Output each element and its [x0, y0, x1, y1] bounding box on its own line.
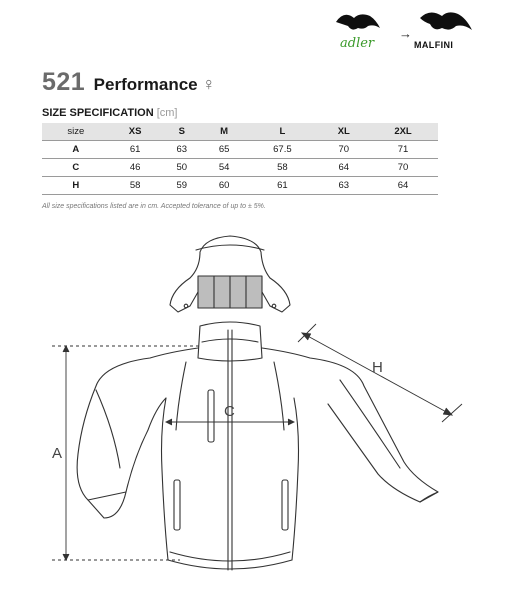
table-header-cell: L [245, 123, 319, 141]
table-header-row [42, 123, 438, 141]
table-header-cell: size [42, 123, 110, 141]
hood-illustration [170, 236, 290, 312]
table-cell: 64 [368, 177, 438, 195]
table-cell: 60 [203, 177, 245, 195]
row-label: H [42, 177, 110, 195]
row-label: A [42, 141, 110, 159]
spec-title: SIZE SPECIFICATION [42, 107, 154, 119]
table-row [42, 177, 438, 195]
table-cell: 61 [245, 177, 319, 195]
table-header-cell: S [161, 123, 203, 141]
table-cell: 63 [161, 141, 203, 159]
table-cell: 46 [110, 159, 161, 177]
arrow-icon: → [399, 26, 412, 41]
malfini-logo-text: MALFINI [414, 40, 454, 50]
spec-heading [42, 107, 177, 119]
table-header-cell: XL [319, 123, 368, 141]
table-cell: 70 [319, 141, 368, 159]
product-number: 521 [42, 68, 86, 96]
table-cell: 65 [203, 141, 245, 159]
table-cell: 63 [319, 177, 368, 195]
brand-logos [330, 6, 510, 54]
dimension-label-h: H [372, 359, 383, 376]
table-cell: 58 [245, 159, 319, 177]
table-cell: 50 [161, 159, 203, 177]
tolerance-note: All size specifications listed are in cm. Accepted tolerance of up to ± 5%. [42, 203, 266, 210]
table-cell: 64 [319, 159, 368, 177]
table-header-cell: 2XL [368, 123, 438, 141]
table-cell: 54 [203, 159, 245, 177]
table-header-cell: M [203, 123, 245, 141]
table-cell: 70 [368, 159, 438, 177]
table-cell: 67.5 [245, 141, 319, 159]
table-cell: 59 [161, 177, 203, 195]
female-symbol-icon: ♀ [202, 74, 216, 94]
table-row [42, 141, 438, 159]
product-title [42, 68, 216, 97]
row-label: C [42, 159, 110, 177]
jacket-illustration [77, 322, 438, 570]
adler-logo-text: adler [340, 36, 375, 51]
dimension-label-a: A [52, 445, 63, 462]
table-cell: 71 [368, 141, 438, 159]
table-header-cell: XS [110, 123, 161, 141]
malfini-bird-icon [420, 12, 472, 30]
dimension-label-c: C [224, 403, 235, 420]
product-name: Performance [93, 75, 198, 94]
table-cell: 61 [110, 141, 161, 159]
table-row [42, 159, 438, 177]
size-table [42, 123, 438, 195]
table-cell: 58 [110, 177, 161, 195]
spec-unit: [cm] [156, 107, 178, 119]
adler-bird-icon [336, 14, 380, 29]
dimension-a [52, 346, 200, 560]
jacket-drawing [0, 230, 510, 600]
